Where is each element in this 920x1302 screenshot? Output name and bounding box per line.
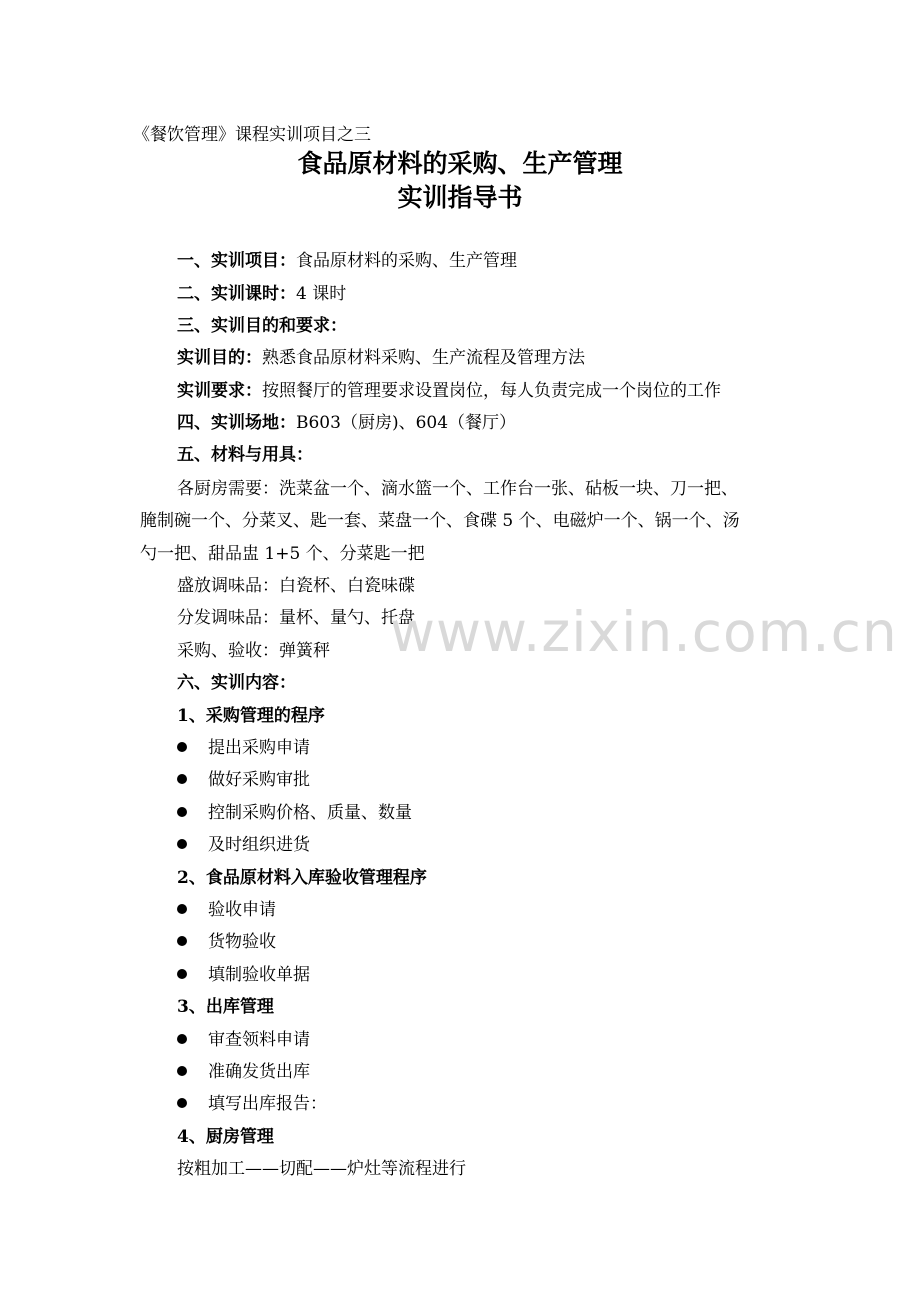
field-value: 按照餐厅的管理要求设置岗位，每人负责完成一个岗位的工作 xyxy=(262,381,721,401)
bullet-icon xyxy=(177,742,187,752)
bullet-icon xyxy=(177,1034,187,1044)
field-value: 食品原材料的采购、生产管理 xyxy=(296,251,517,271)
materials-purchase-check: 采购、验收：弹簧秤 xyxy=(177,641,330,661)
list-item-text: 做好采购审批 xyxy=(208,770,310,790)
list-item-text: 填制验收单据 xyxy=(208,965,310,985)
section-heading: 1、采购管理的程序 xyxy=(177,706,325,726)
course-line: 《餐饮管理》课程实训项目之三 xyxy=(133,125,371,145)
bullet-icon xyxy=(177,839,187,849)
field-goals-heading xyxy=(177,315,347,337)
bullet-icon xyxy=(177,936,187,946)
materials-line-1: 各厨房需要：洗菜盆一个、滴水篮一个、工作台一张、砧板一块、刀一把、 xyxy=(177,479,738,499)
field-label: 五、材料与用具： xyxy=(177,445,313,465)
kitchen-flow: 按粗加工——切配——炉灶等流程进行 xyxy=(177,1159,466,1179)
bullet-icon xyxy=(177,807,187,817)
list-item xyxy=(177,834,310,856)
section-heading: 4、厨房管理 xyxy=(177,1127,274,1147)
list-item xyxy=(177,899,276,921)
content-heading: 六、实训内容： xyxy=(177,673,296,693)
list-item-text: 验收申请 xyxy=(208,900,276,920)
document-subtitle: 实训指导书 xyxy=(397,183,523,212)
list-item xyxy=(177,964,310,986)
list-item-text: 控制采购价格、质量、数量 xyxy=(208,803,412,823)
bullet-icon xyxy=(177,774,187,784)
bullet-icon xyxy=(177,904,187,914)
section-heading: 3、出库管理 xyxy=(177,997,274,1017)
materials-line-2: 腌制碗一个、分菜叉、匙一套、菜盘一个、食碟 5 个、电磁炉一个、锅一个、汤 xyxy=(140,511,740,531)
field-value: 4 课时 xyxy=(296,284,347,304)
list-item xyxy=(177,1093,327,1115)
field-label: 二、实训课时： xyxy=(177,284,296,304)
watermark: www.zixin.com.cn xyxy=(390,600,898,664)
list-item xyxy=(177,769,310,791)
bullet-icon xyxy=(177,1098,187,1108)
field-requirement xyxy=(177,380,721,402)
field-venue xyxy=(177,412,516,434)
list-item xyxy=(177,802,412,824)
field-label: 四、实训场地： xyxy=(177,413,296,433)
list-item xyxy=(177,1061,310,1083)
list-item-text: 填写出库报告： xyxy=(208,1094,327,1114)
list-item xyxy=(177,737,310,759)
field-purpose xyxy=(177,347,585,369)
list-item xyxy=(177,1029,310,1051)
list-item-text: 审查领料申请 xyxy=(208,1030,310,1050)
materials-seasoning-serving: 盛放调味品：白瓷杯、白瓷味碟 xyxy=(177,576,415,596)
field-value: B603（厨房)、604（餐厅） xyxy=(296,413,517,433)
field-label: 三、实训目的和要求： xyxy=(177,316,347,336)
list-item-text: 及时组织进货 xyxy=(208,835,310,855)
list-item-text: 提出采购申请 xyxy=(208,738,310,758)
field-project xyxy=(177,250,517,272)
section-heading: 2、食品原材料入库验收管理程序 xyxy=(177,868,427,888)
document-title: 食品原材料的采购、生产管理 xyxy=(297,149,623,178)
materials-seasoning-dispensing: 分发调味品：量杯、量勺、托盘 xyxy=(177,608,415,628)
field-value: 熟悉食品原材料采购、生产流程及管理方法 xyxy=(262,348,585,368)
list-item-text: 货物验收 xyxy=(208,932,276,952)
bullet-icon xyxy=(177,1066,187,1076)
field-materials-heading xyxy=(177,444,313,466)
bullet-icon xyxy=(177,969,187,979)
materials-line-3: 勺一把、甜品盅 1+5 个、分菜匙一把 xyxy=(140,544,425,564)
field-label: 实训要求： xyxy=(177,381,262,401)
field-label: 一、实训项目： xyxy=(177,251,296,271)
field-label: 实训目的： xyxy=(177,348,262,368)
list-item xyxy=(177,931,276,953)
field-hours xyxy=(177,283,346,305)
list-item-text: 准确发货出库 xyxy=(208,1062,310,1082)
